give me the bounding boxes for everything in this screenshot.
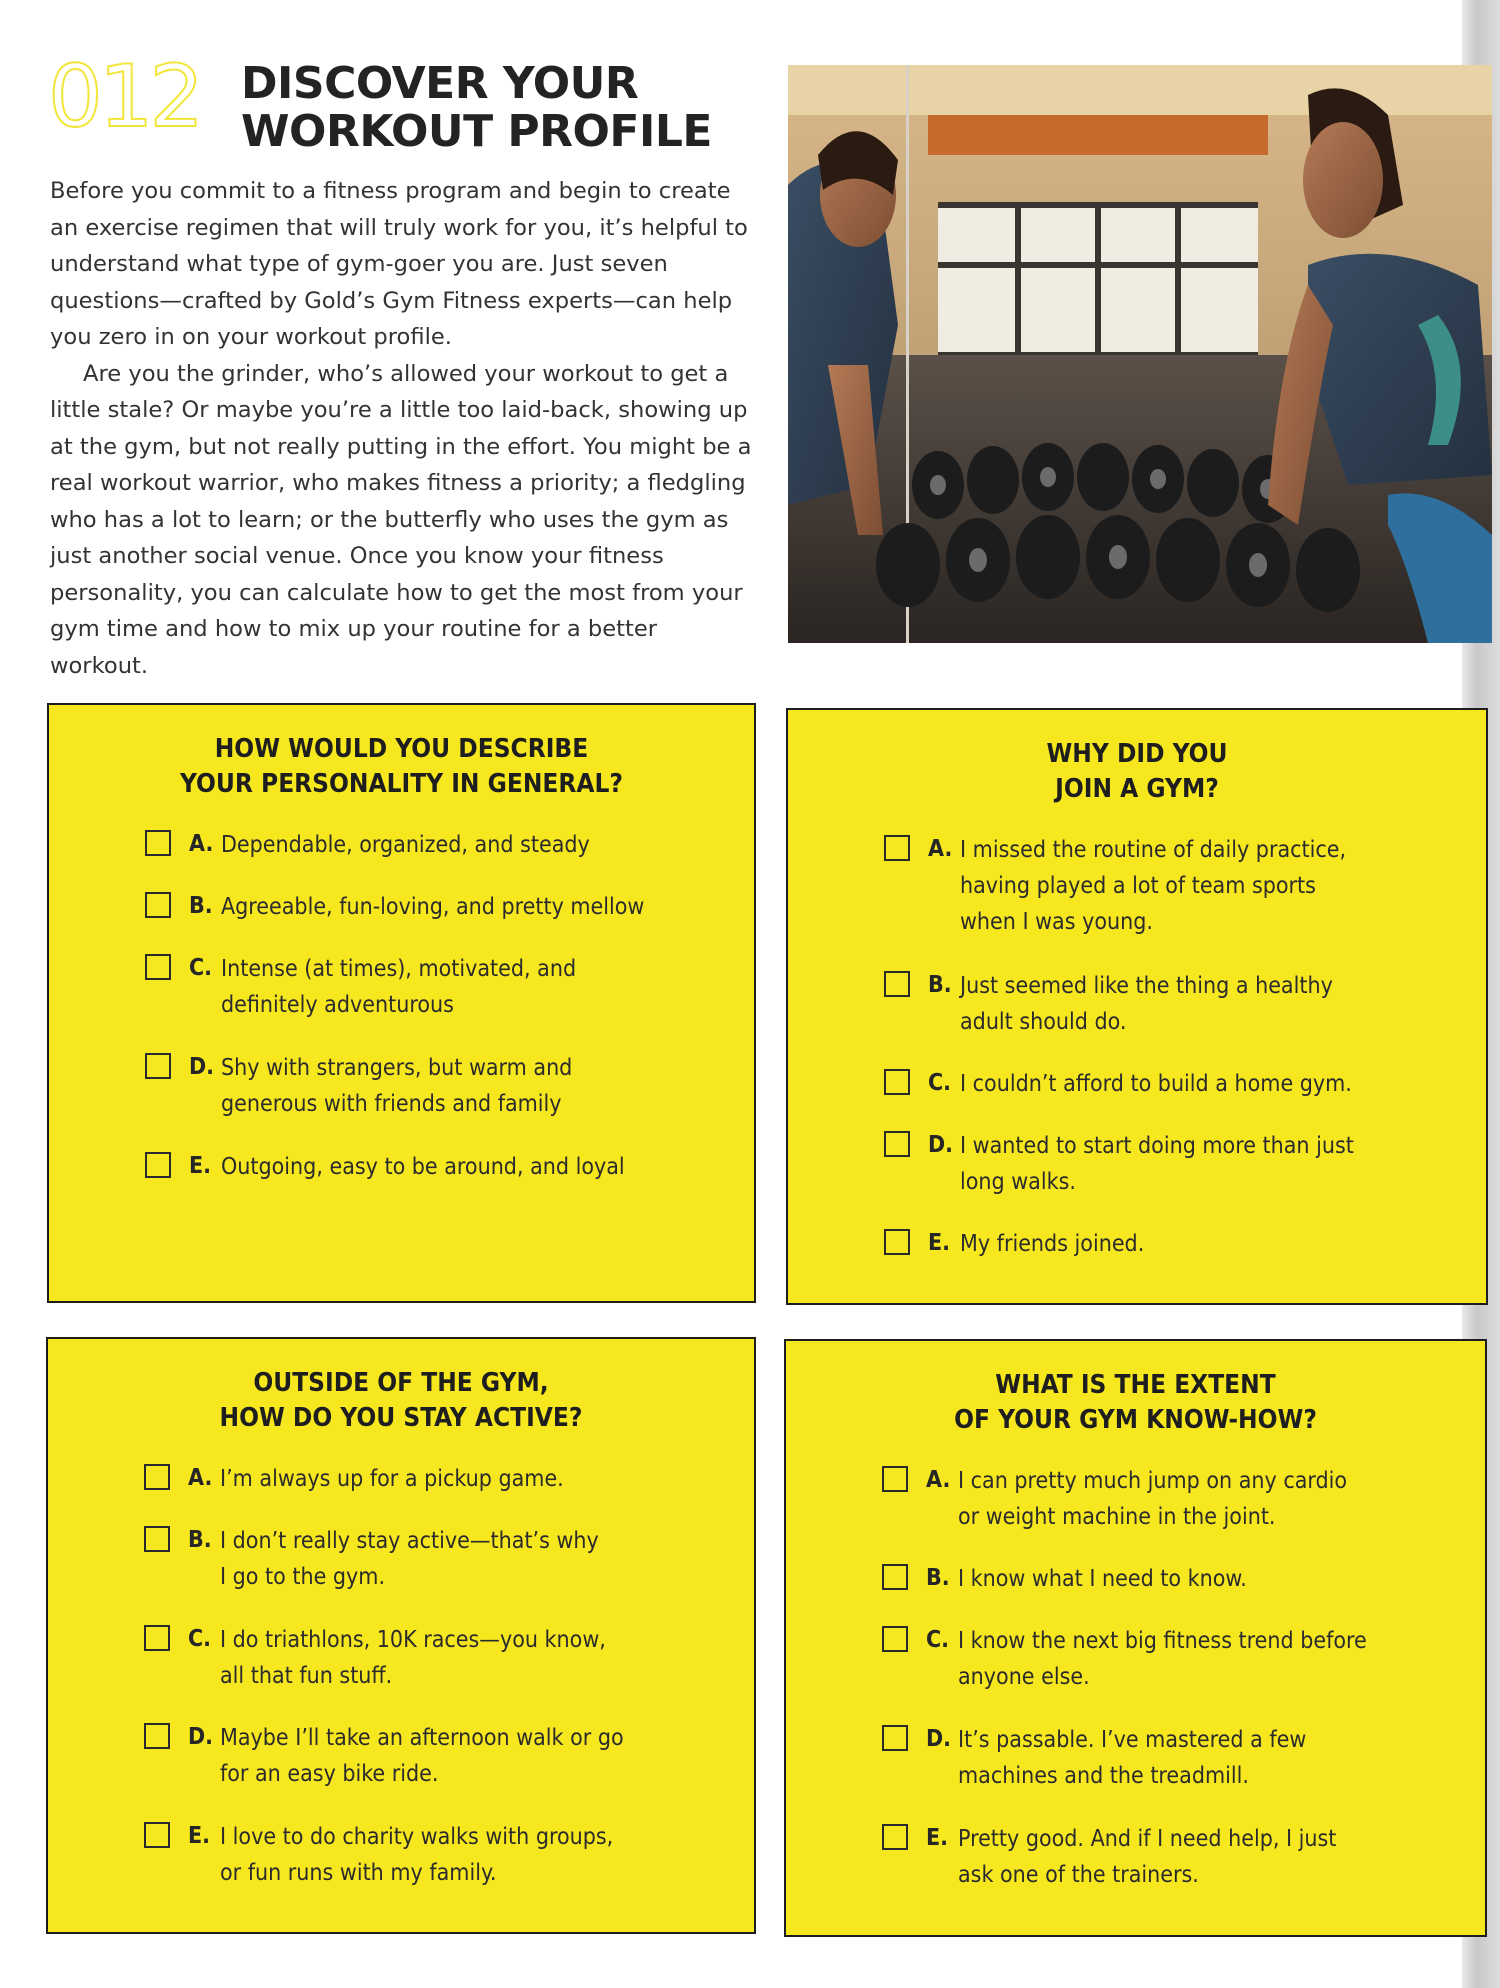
checkbox[interactable]: [884, 1229, 910, 1255]
option-text: My friends joined.: [960, 1231, 1145, 1257]
question-card-why-join: [786, 708, 1488, 1305]
intro-paragraph-2: Are you the grinder, who’s allowed your workout to get a little stale? Or maybe you’re a little too laid-back, showing up at the gym, but not really putting in the effort. You might be a real workout warrior, who makes fitness a priority; a fledgling who has a lot to learn; or the butterfly who uses the gym as just another social venue. Once you know your fitness personality, you can calculate how to get the most from your gym time and how to mix up your routine for a better workout.: [50, 360, 752, 679]
option-letter: C.: [189, 955, 213, 981]
question-card-stay-active: [46, 1337, 756, 1934]
option-text: I missed the routine of daily practice, having played a lot of team sports when I was young.: [960, 837, 1347, 935]
checkbox[interactable]: [882, 1824, 908, 1850]
option-e: [145, 1149, 724, 1229]
option-letter: B.: [926, 1565, 950, 1591]
question-title: [786, 1368, 1485, 1438]
checkbox[interactable]: [144, 1723, 170, 1749]
checkbox[interactable]: [144, 1526, 170, 1552]
option-text: Just seemed like the thing a healthy adult should do.: [960, 973, 1333, 1035]
option-d: [145, 1050, 724, 1130]
option-c: [145, 951, 724, 1031]
option-letter: A.: [189, 831, 214, 857]
question-title-line: HOW DO YOU STAY ACTIVE?: [219, 1403, 583, 1433]
question-title: [48, 1366, 754, 1436]
checkbox[interactable]: [882, 1564, 908, 1590]
option-text: I do triathlons, 10K races—you know, all that fun stuff.: [220, 1627, 606, 1689]
intro-text: [50, 173, 762, 684]
option-b: [884, 968, 1456, 1048]
section-header: [48, 47, 748, 158]
option-letter: E.: [928, 1230, 951, 1256]
section-number: 012: [48, 47, 201, 147]
checkbox[interactable]: [145, 1152, 171, 1178]
option-letter: D.: [926, 1726, 952, 1752]
question-card-personality: [47, 703, 756, 1303]
gym-photo-icon: [788, 65, 1492, 643]
option-letter: E.: [926, 1825, 949, 1851]
option-text: I know the next big fitness trend before anyone else.: [958, 1628, 1367, 1690]
checkbox[interactable]: [884, 1069, 910, 1095]
question-title-line: OUTSIDE OF THE GYM,: [253, 1368, 549, 1398]
checkbox[interactable]: [144, 1822, 170, 1848]
option-text: I wanted to start doing more than just long walks.: [960, 1133, 1354, 1195]
question-title-line: HOW WOULD YOU DESCRIBE: [214, 734, 589, 764]
option-letter: B.: [928, 972, 952, 998]
option-letter: A.: [188, 1465, 213, 1491]
option-c: [144, 1622, 724, 1702]
question-title-line: JOIN A GYM?: [1055, 774, 1219, 804]
option-text: I know what I need to know.: [958, 1566, 1247, 1592]
page-title: [241, 60, 712, 156]
option-letter: B.: [188, 1527, 212, 1553]
option-e: [882, 1821, 1455, 1901]
option-letter: C.: [926, 1627, 950, 1653]
checkbox[interactable]: [144, 1625, 170, 1651]
checkbox[interactable]: [882, 1626, 908, 1652]
option-text: Intense (at times), motivated, and definitely adventurous: [221, 956, 577, 1018]
option-letter: E.: [189, 1153, 212, 1179]
option-e: [144, 1819, 724, 1899]
option-d: [882, 1722, 1455, 1802]
option-text: I don’t really stay active—that’s why I go to the gym.: [220, 1528, 599, 1590]
option-a: [884, 832, 1456, 935]
option-text: I love to do charity walks with groups, or fun runs with my family.: [220, 1824, 614, 1886]
option-text: I couldn’t afford to build a home gym.: [960, 1071, 1352, 1097]
question-title-line: YOUR PERSONALITY IN GENERAL?: [180, 769, 623, 799]
option-text: Agreeable, fun-loving, and pretty mellow: [221, 894, 645, 920]
option-a: [882, 1463, 1455, 1543]
option-c: [882, 1623, 1455, 1703]
option-letter: C.: [928, 1070, 952, 1096]
question-title: [49, 732, 754, 802]
option-d: [144, 1720, 724, 1800]
option-letter: B.: [189, 893, 213, 919]
page-title-line-1: DISCOVER YOUR: [241, 58, 639, 109]
option-text: Maybe I’ll take an afternoon walk or go for an easy bike ride.: [220, 1725, 624, 1787]
intro-paragraph-1: Before you commit to a fitness program and begin to create an exercise regimen that will truly work for you, it’s helpful to understand what type of gym-goer you are. Just seven questions—crafted by Gold’s Gym Fitness experts—can help you zero in on your workout profile.: [50, 178, 748, 350]
option-letter: D.: [189, 1054, 215, 1080]
option-text: Pretty good. And if I need help, I just ask one of the trainers.: [958, 1826, 1337, 1888]
gym-photo: [788, 65, 1492, 643]
option-text: I’m always up for a pickup game.: [220, 1466, 564, 1492]
option-letter: A.: [926, 1467, 951, 1493]
checkbox[interactable]: [884, 971, 910, 997]
checkbox[interactable]: [882, 1466, 908, 1492]
page-title-line-2: WORKOUT PROFILE: [241, 106, 712, 157]
checkbox[interactable]: [145, 892, 171, 918]
question-title-line: WHY DID YOU: [1046, 739, 1228, 769]
checkbox[interactable]: [884, 1131, 910, 1157]
checkbox[interactable]: [882, 1725, 908, 1751]
option-letter: E.: [188, 1823, 211, 1849]
question-card-gym-know-how: [784, 1339, 1487, 1937]
option-b: [144, 1523, 724, 1603]
option-text: Dependable, organized, and steady: [221, 832, 590, 858]
checkbox[interactable]: [884, 835, 910, 861]
option-text: I can pretty much jump on any cardio or weight machine in the joint.: [958, 1468, 1348, 1530]
question-title-line: OF YOUR GYM KNOW-HOW?: [954, 1405, 1317, 1435]
option-text: Shy with strangers, but warm and generous with friends and family: [221, 1055, 573, 1117]
option-letter: D.: [928, 1132, 954, 1158]
option-e: [884, 1226, 1456, 1306]
checkbox[interactable]: [145, 954, 171, 980]
checkbox[interactable]: [144, 1464, 170, 1490]
option-letter: C.: [188, 1626, 212, 1652]
option-d: [884, 1128, 1456, 1208]
checkbox[interactable]: [145, 830, 171, 856]
question-title-line: WHAT IS THE EXTENT: [995, 1370, 1276, 1400]
option-letter: D.: [188, 1724, 214, 1750]
checkbox[interactable]: [145, 1053, 171, 1079]
option-text: Outgoing, easy to be around, and loyal: [221, 1154, 625, 1180]
option-text: It’s passable. I’ve mastered a few machines and the treadmill.: [958, 1727, 1307, 1789]
question-title: [788, 737, 1486, 807]
option-letter: A.: [928, 836, 953, 862]
